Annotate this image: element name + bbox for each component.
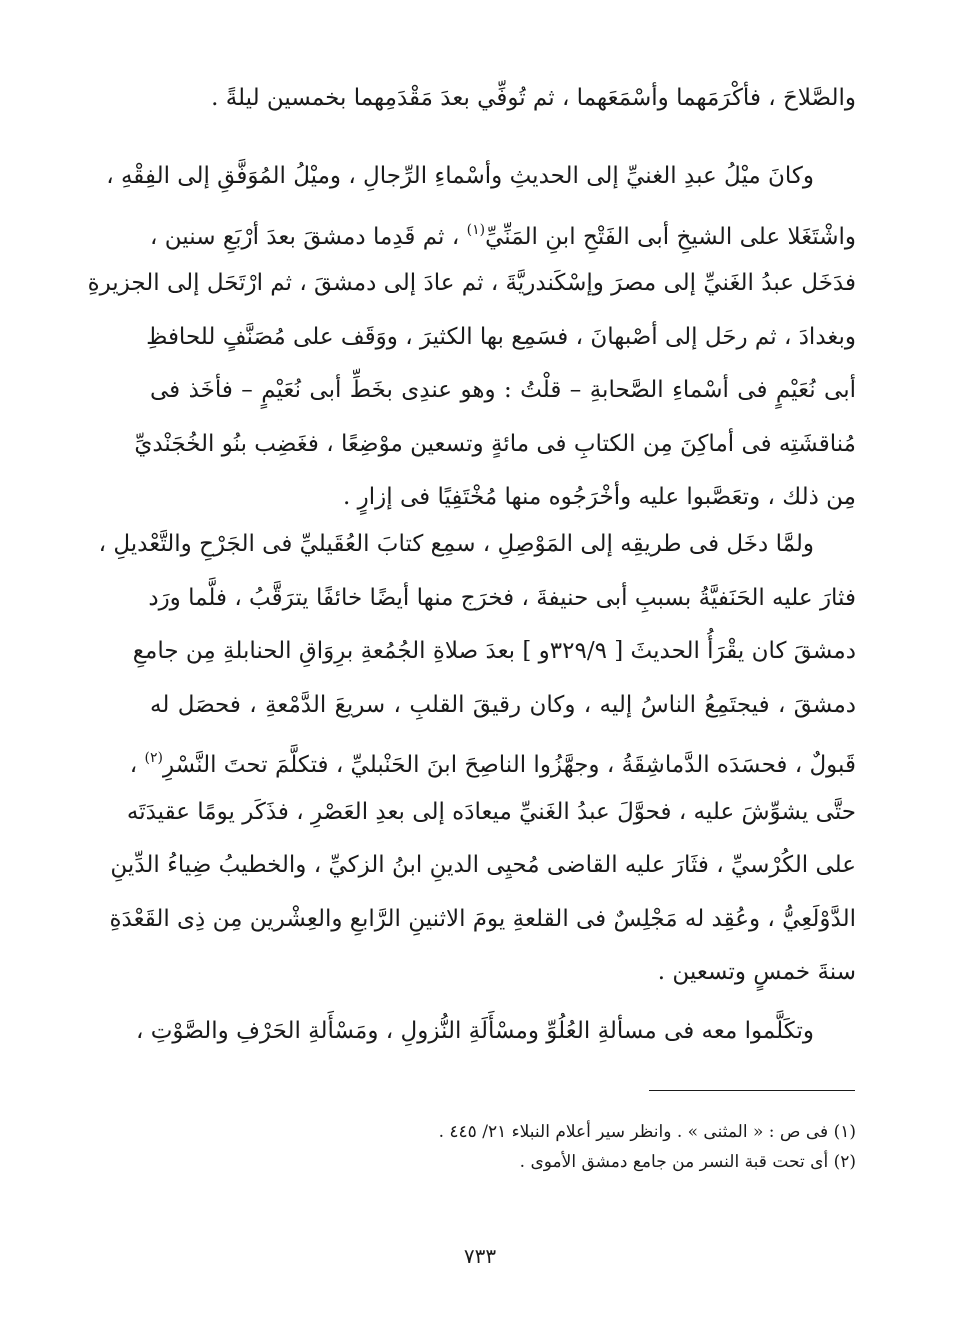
text-segment: واشْتَغَلا على الشيخِ أبى الفَتْحِ ابنِ المَنِّيِّ [485, 223, 857, 250]
page-number: ٧٣٣ [463, 1244, 497, 1268]
text-line: وبغدادَ ، ثم رحَل إلى أصْبهانَ ، فسَمِع بها الكثيرَ ، ووَقَف على مُصَنَّفٍ للحافظِ [146, 323, 856, 350]
text-line: فدَخَل عبدُ الغَنيِّ إلى مصرَ وإسْكَندريَّةَ ، ثم عادَ إلى دمشقَ ، ثم ارْتَحَل إلى الجزيرةِ [87, 270, 856, 296]
footnote-2: (٢) أى تحت قبة النسر من جامع دمشق الأموى . [519, 1152, 856, 1172]
paragraph-3 [98, 518, 856, 1000]
text-line [129, 732, 856, 786]
text-line: حتَّى يشوِّشَ عليه ، فحوَّلَ عبدُ الغَنيِّ ميعادَه إلى بعدِ العَصْرِ ، فذَكَر يومًا عقيدَتَه [126, 798, 856, 825]
footnote-1: (١) فى ص : « المثنى » . وانظر سير أعلام النبلاء ٢١/ ٤٤٥ . [438, 1122, 856, 1142]
text-line: مِن ذلك ، وتعَصَّبوا عليه وأخْرَجُوه منها مُخْتَفِيًا فى إزارٍ . [343, 484, 856, 510]
paragraph-2 [87, 150, 857, 525]
footnote-divider [649, 1090, 855, 1091]
text-segment: قَبولٌ ، فحسَدَه الدَّماشِقَةُ ، وجهَّزُوا الناصِحَ ابنَ الحَنْبليِّ ، فتكلَّمَ تحتَ النَّسْرِ [162, 752, 856, 778]
text-line: أبى نُعَيْمٍ فى أسْماءِ الصَّحابةِ – قلْتُ : وهو عندِى بخَطِّ أبى نُعَيْمٍ – فأخَذ فى [150, 377, 856, 403]
text-segment: ، [129, 752, 138, 778]
paragraph-4 [136, 1005, 856, 1059]
text-line: والصَّلاحَ ، فأكْرَمَهما وأسْمَعَهما ، ثم تُوفِّي بعدَ مَقْدَمِهما بخمسين ليلةً . [211, 85, 856, 111]
text-line: دمشقَ كان يقْرَأُ الحديثَ [ ٣٢٩/٩و ] بعدَ صلاةِ الجُمُعةِ برِوَاقِ الحنابلةِ مِن جامعِ [132, 638, 856, 664]
text-line: على الكُرْسيِّ ، فثَارَ عليه القاضى مُحيِى الدينِ ابنُ الزكيِّ ، والخطيبُ ضِياءُ الدِّينِ [110, 852, 856, 878]
text-line: سنةَ خمسٍ وتسعين . [657, 959, 856, 985]
text-line: فثارَ عليه الحَنَفيَّةُ بسببِ أبى حنيفةَ ، فخرَج منها أيضًا خائفًا يترَقَّبُ ، فلَّما ورَد [148, 584, 856, 611]
text-line: ولمَّا دخَل فى طريقِه إلى المَوْصِلِ ، سمِع كتابَ العُقَيليِّ فى الجَرْحِ والتَّعْديلِ ، [98, 531, 814, 557]
text-line: مُناقشَتِه فى أماكِنَ مِن الكتابِ فى مائةٍ وتسعين موْضِعًا ، فغَضِب بنُو الخُجَنْديِّ [134, 430, 856, 457]
footnote-marker: (١) [466, 221, 486, 238]
text-line: وتكَلَّموا معه فى مسألةِ العُلُوِّ ومسْأَلَةِ النُّزولِ ، ومَسْأَلةِ الحَرْفِ والصَّوْتِ ، [136, 1018, 814, 1044]
footnotes [300, 1117, 856, 1177]
paragraph-1 [150, 72, 856, 126]
text-line: الدَّوْلَعِيُّ ، وعُقِد له مَجْلِسٌ فى القلعةِ يومَ الاثنينِ الرَّابعِ والعِشْرين مِن ذِى القَعْدَةِ [109, 905, 856, 932]
text-line [150, 204, 856, 258]
text-segment: ، ثم قَدِما دمشقَ بعدَ أرْبَعِ سنين ، [150, 223, 460, 250]
footnote-marker: (٢) [144, 750, 163, 766]
text-line: وكانَ ميْلُ عبدِ الغنيِّ إلى الحديثِ وأسْماءِ الرِّجالِ ، وميْلُ المُوَفَّقِ إلى الفِقْهِ ، [106, 163, 814, 189]
text-line: دمشقَ ، فيجتَمِعُ الناسُ إليه ، وكان رقيقَ القلبِ ، سريعَ الدَّمْعةِ ، فحصَل له [150, 691, 856, 718]
